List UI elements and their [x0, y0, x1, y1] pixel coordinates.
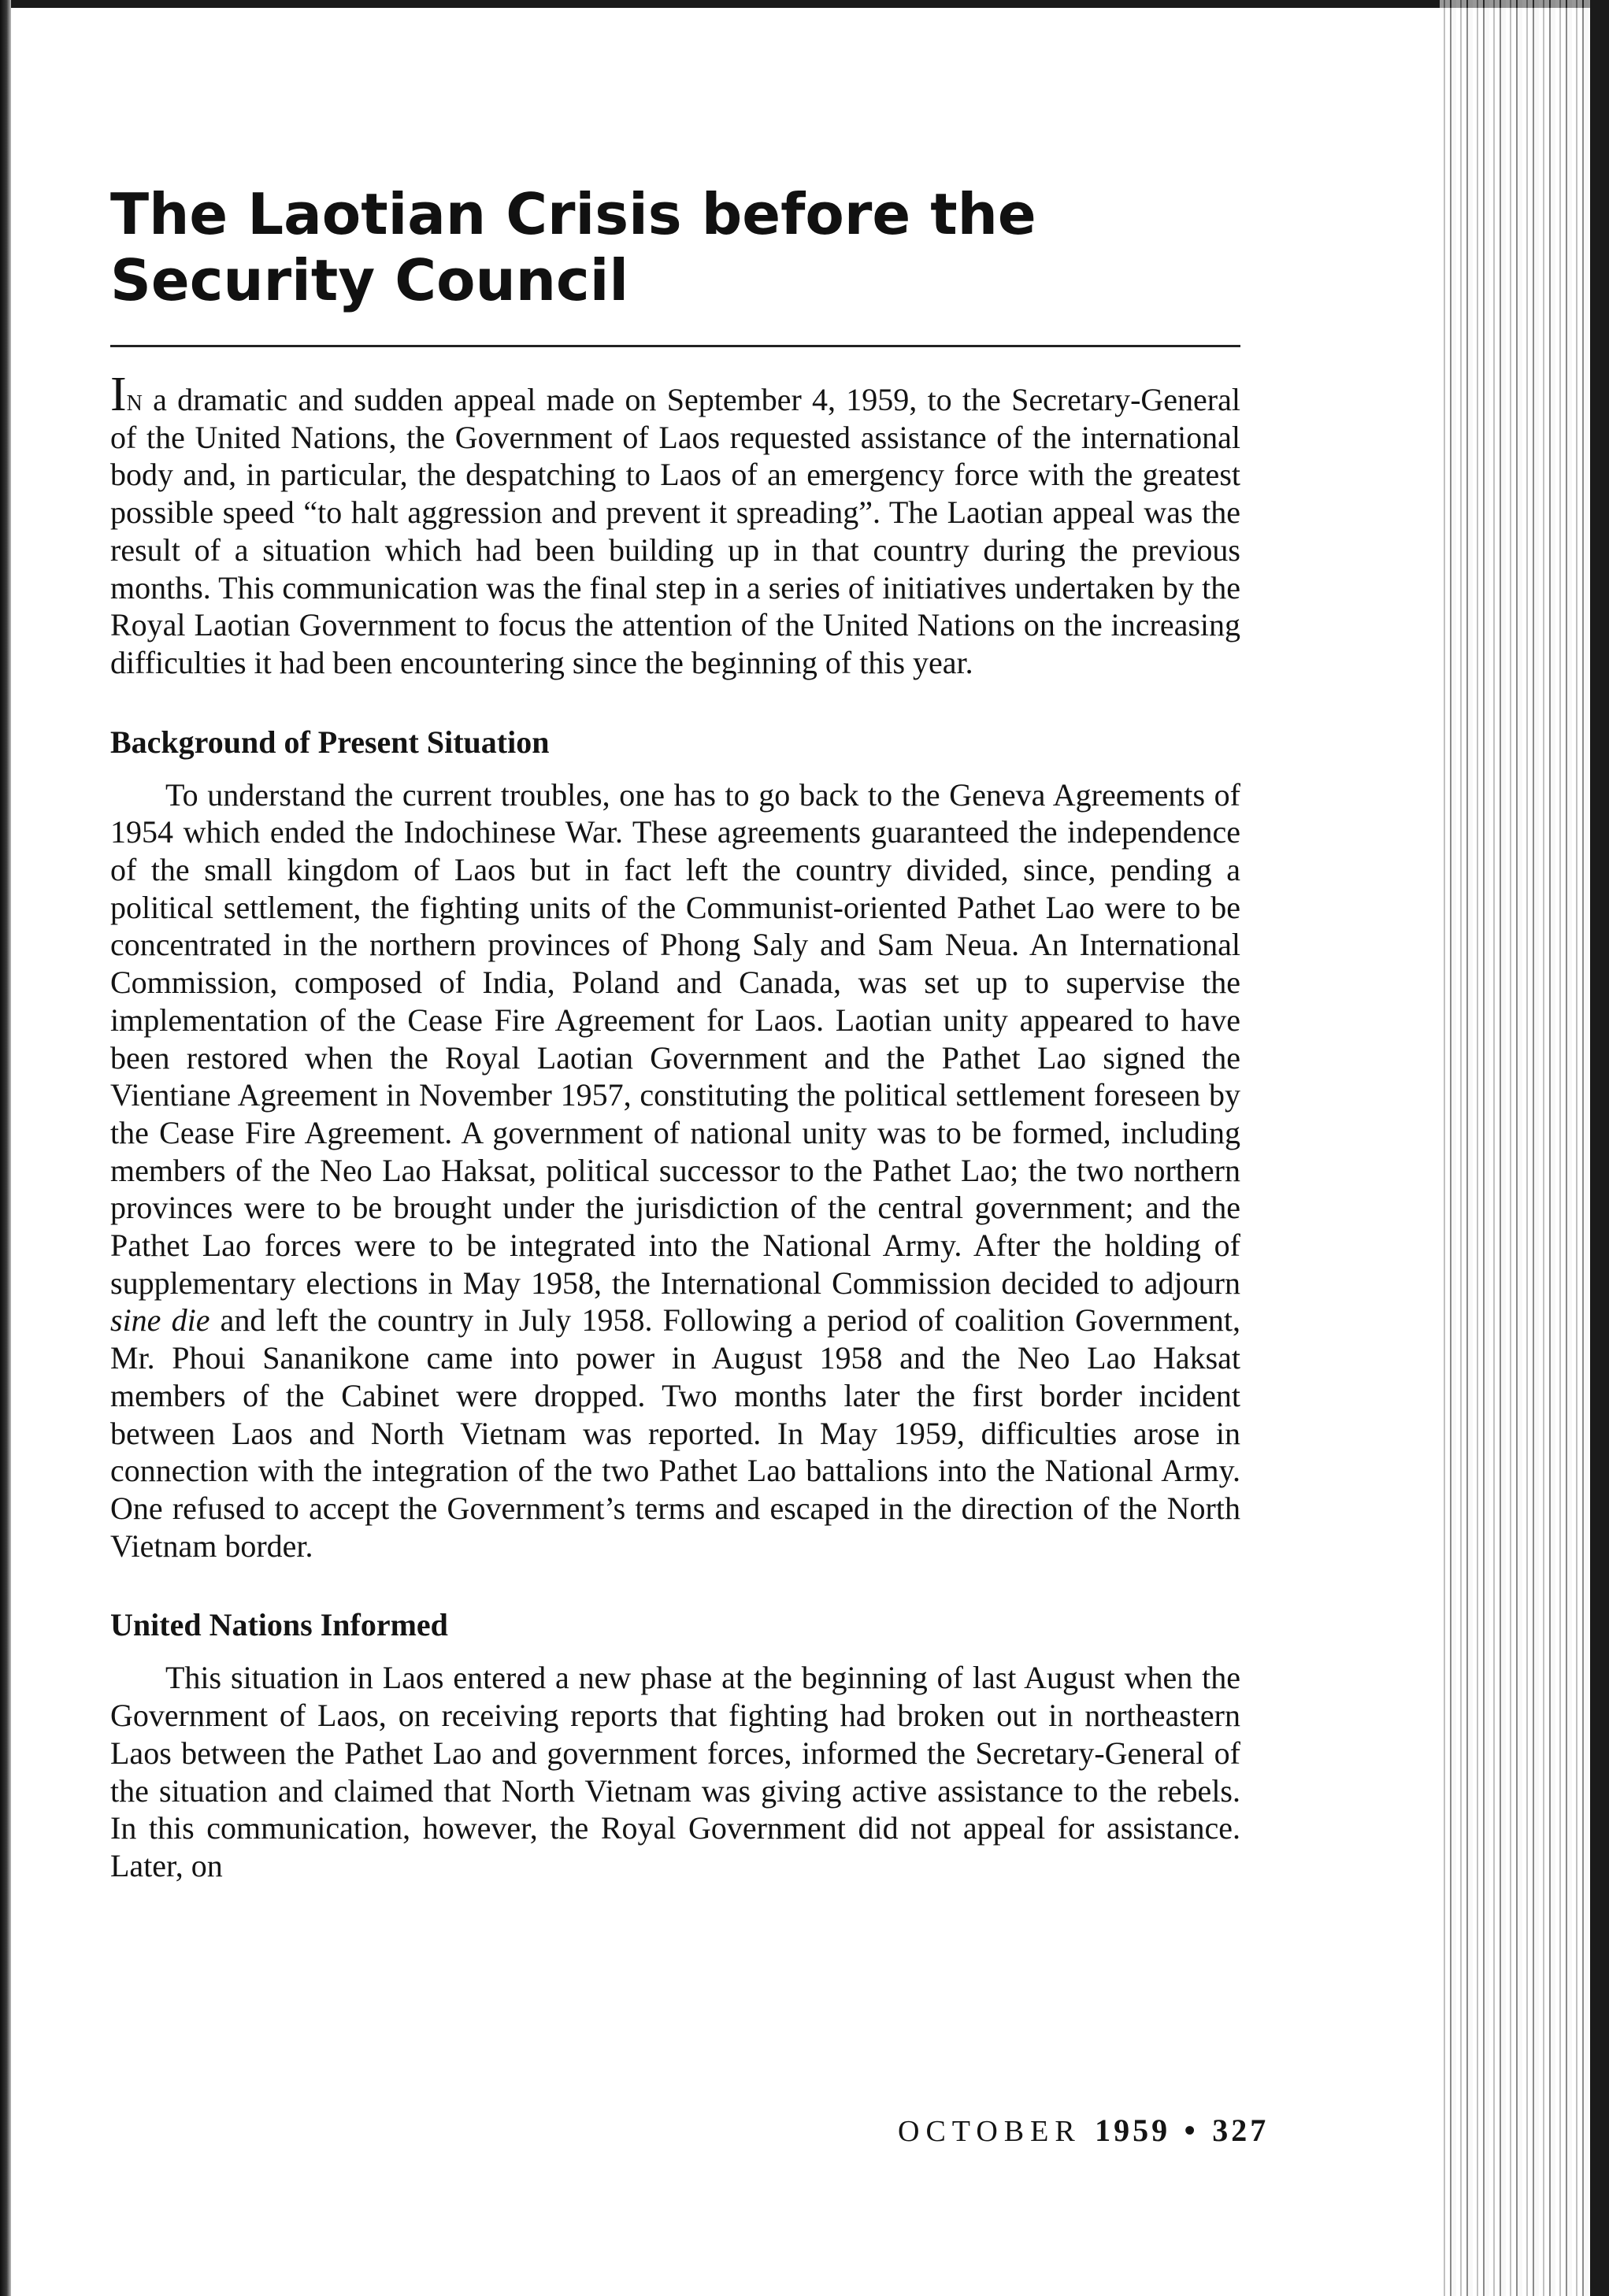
scan-border-top	[0, 0, 1609, 8]
article-title	[110, 181, 1240, 313]
scan-border-right	[1590, 0, 1609, 2296]
section-heading-background: Background of Present Situation	[110, 724, 550, 760]
un-informed-paragraph: This situation in Laos entered a new phase at the beginning of last August when the Government of Laos, on receiving reports that fighting had broken out in northeastern Laos between the Pathet Lao and government forces, informed the Secretary-General of the situation and claimed that North Vietnam was giving active assistance to the rebels. In this communication, however, the Royal Government did not appeal for assistance. Later, on	[110, 1660, 1240, 1883]
intro-smallcaps: n	[126, 382, 143, 417]
article	[110, 181, 1240, 1885]
intro-text: a dramatic and sudden appeal made on September 4, 1959, to the Secretary-General of the United Nations, the Government of Laos requested assistance of the international body and, in particular, the despatching to Laos of an emergency force with the greatest possible speed “to halt aggression and prevent it spreading”. The Laotian appeal was the result of a situation which had been building up in that country during the previous months. This communication was the final step in a series of initiatives undertaken by the Royal Laotian Government to focus the attention of the United Nations on the increasing difficulties it had been encountering since the beginning of this year.	[110, 382, 1240, 680]
background-text-2: and left the country in July 1958. Following a period of coalition Government, Mr. Phoui Sananikone came into power in August 1958 and the Neo Lao Haksat members of the Cabinet were dropped. Two months later the first border incident between Laos and North Vietnam was reported. In May 1959, difficulties arose in connection with the integration of the two Pathet Lao battalions into the National Army. One refused to accept the Government’s terms and escaped in the direction of the North Vietnam border.	[110, 1302, 1240, 1564]
title-rule	[110, 345, 1240, 347]
section-heading-un-informed: United Nations Informed	[110, 1607, 448, 1643]
page-footer	[898, 2112, 1269, 2149]
page-edge-texture	[1440, 0, 1609, 2296]
intro-paragraph	[110, 368, 1240, 682]
footer-month: OCTOBER	[898, 2115, 1081, 2148]
scan-border-left	[0, 0, 11, 2296]
background-text-1: To understand the current troubles, one has to go back to the Geneva Agreements of 1954 which ended the Indochinese War. These agreements guaranteed the independence of the small kingdom of Laos but in fact left the country divided, since, pending a political settlement, the fighting units of the Communist-oriented Pathet Lao were to be concentrated in the northern provinces of Phong Saly and Sam Neua. An International Commission, composed of India, Poland and Canada, was set up to supervise the implementation of the Cease Fire Agreement for Laos. Laotian unity appeared to have been restored when the Royal Laotian Government and the Pathet Lao signed the Vientiane Agreement in November 1957, constituting the political settlement foreseen by the Cease Fire Agreement. A government of national unity was to be formed, including members of the Neo Lao Haksat, political successor to the Pathet Lao; the two northern provinces were to be brought under the jurisdiction of the central government; and the Pathet Lao forces were to be integrated into the National Army. After the holding of supplementary elections in May 1958, the International Commission decided to adjourn	[110, 776, 1240, 1301]
title-line-1: The Laotian Crisis before the	[110, 181, 1036, 247]
title-line-2: Security Council	[110, 247, 629, 313]
footer-bullet: •	[1184, 2113, 1199, 2148]
background-paragraph	[110, 776, 1240, 1565]
page-number: 327	[1212, 2113, 1270, 2148]
drop-cap: I	[110, 368, 127, 421]
background-italic: sine die	[110, 1302, 210, 1339]
footer-year: 1959	[1095, 2113, 1171, 2148]
